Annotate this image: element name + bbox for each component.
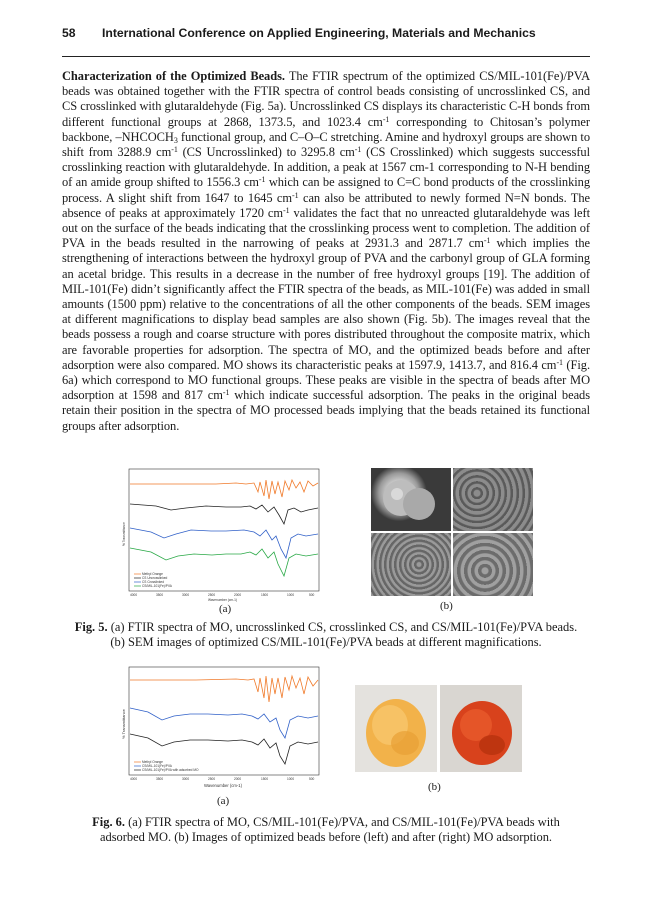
paragraph-text: which can be assigned to C=C bond products of the crosslinking process. A slight shift from 1647 to 1645 cm <box>62 175 590 205</box>
xtick: 4000 <box>130 593 138 597</box>
superscript: -1 <box>283 205 290 215</box>
fig6-xlabel: Wavenumber (cm-1) <box>204 783 243 788</box>
legend-bead: CS/MIL-101(Fe)/PVA <box>142 764 172 768</box>
fig5-series-mo <box>130 480 318 499</box>
fig5-series-unx <box>130 504 318 524</box>
fig5-ftir-plot <box>116 466 324 602</box>
paragraph-text: The FTIR spectrum of the optimized CS/MIL-101(Fe)/PVA beads was obtained together with the FTIR spectra of control beads consisting of uncrosslinked CS, and CS crosslinked with glutaraldehyde (Fig. 5a). Uncrosslinked CS displays its characteristic C-H bonds from different functional groups at 2868, 1373.5, and 1023.4 cm <box>62 69 591 129</box>
subscript: 3 <box>173 135 178 145</box>
page-number: 58 <box>62 26 76 40</box>
legend-mo: Methyl Orange <box>142 572 163 576</box>
fig5-caption <box>70 620 582 651</box>
photo-beads-before <box>355 685 437 772</box>
paragraph-text: can also be attributed to newly formed N=N bonds. The absence of peaks at approximately 1720 cm <box>62 190 590 220</box>
bead-shape <box>371 468 451 531</box>
fig6-ylabel: % Transmittance <box>121 709 126 739</box>
xtick: 1000 <box>287 593 295 597</box>
sem-image-surface-2 <box>371 533 451 596</box>
fig6-xticks <box>130 777 315 781</box>
legend-bead: CS/MIL-101(Fe)/PVA <box>142 584 172 588</box>
superscript: -1 <box>171 145 178 155</box>
superscript: -1 <box>483 236 491 246</box>
xtick: 2500 <box>208 777 216 781</box>
fig6-caption-label: Fig. 6. <box>92 815 125 829</box>
fig6-caption <box>70 815 582 846</box>
superscript: -1 <box>292 190 299 200</box>
sem-image-surface-3 <box>453 533 533 596</box>
fig6-ftir-svg <box>116 664 324 794</box>
xtick: 3000 <box>182 593 190 597</box>
legend-mo: Methyl Orange <box>142 760 163 764</box>
paragraph-text: which indicate successful adsorption. The peaks in the original beads retain their position in the spectra of MO processed beads implying that the beads retained its functional groups after adsorption. <box>62 388 591 433</box>
legend-unx: CS Uncrosslinked <box>142 576 168 580</box>
xtick: 2500 <box>208 593 216 597</box>
xtick: 3500 <box>156 777 164 781</box>
paragraph-lead: Characterization of the Optimized Beads. <box>62 69 285 83</box>
legend-x: CS Crosslinked <box>142 580 164 584</box>
xtick: 3000 <box>182 777 190 781</box>
fig5-caption-label: Fig. 5. <box>74 620 108 634</box>
xtick: 2000 <box>234 777 242 781</box>
xtick: 500 <box>309 777 315 781</box>
paragraph-text: functional group, and C–O–C stretching. Amine and hydroxyl groups are shown to shift from 3288.9 cm <box>62 129 590 160</box>
fig5-label-a: (a) <box>219 603 232 615</box>
superscript: -1 <box>556 357 564 367</box>
fig5-xlabel: Wavenumber (cm-1) <box>208 598 237 602</box>
xtick: 3500 <box>156 593 164 597</box>
fig6-caption-text: (a) FTIR spectra of MO, CS/MIL-101(Fe)/PVA, and CS/MIL-101(Fe)/PVA beads with adsorbed MO. (b) Images of optimized beads before (left) and after (right) MO adsorption. <box>99 815 560 845</box>
superscript: -1 <box>258 175 266 185</box>
legend-ads: CS/MIL-101(Fe)/PVA with adsorbed MO <box>142 768 199 772</box>
fig6-series-mo <box>130 676 318 702</box>
fig5-xticks <box>130 593 315 597</box>
fig6-series-bead <box>130 708 318 738</box>
paragraph-text: (CS Uncrosslinked) to 3295.8 cm <box>177 145 355 160</box>
fig6-bead-photos <box>355 685 522 772</box>
sem-image-surface-1 <box>453 468 533 531</box>
sem-image-whole-bead <box>371 468 451 531</box>
xtick: 2000 <box>234 593 242 597</box>
superscript: -1 <box>354 145 362 155</box>
xtick: 500 <box>309 593 315 597</box>
fig6-label-b: (b) <box>428 781 441 793</box>
fig6-label-a: (a) <box>217 795 230 807</box>
characterization-paragraph <box>62 69 590 434</box>
paragraph-text: which implies the strengthening of interactions between the hydroxyl group of PVA and the carbonyl group of GLA forming an acetal bridge. This results in a decrease in the number of free hydroxyl groups [19]. The addition of MIL-101(Fe) didn’t significantly affect the FTIR spectra of the beads, as MIL-101(Fe) was added in small amounts (1500 ppm) relative to the concentrations of all the other components of the beads. SEM images at different magnifications to display bead samples are also shown (Fig. 5b). The images reveal that the beads possess a rough and coarse structure with pores distributed throughout the composite matrix, which are favorable properties for adsorption. The spectra of MO, and the optimized beads before and after adsorption were also compared. MO shows its characteristic peaks at 1597.9, 1413.7, and 816.4 cm <box>62 236 590 372</box>
xtick: 1500 <box>261 593 269 597</box>
header-title: International Conference on Applied Engineering, Materials and Mechanics <box>102 26 536 40</box>
xtick: 1000 <box>287 777 295 781</box>
fig5-caption-text: (a) FTIR spectra of MO, uncrosslinked CS, crosslinked CS, and CS/MIL-101(Fe)/PVA beads. (b) SEM images of optimized CS/MIL-101(Fe)/PVA beads at different magnifications. <box>107 620 578 650</box>
fig5-ylabel: % Transmittance <box>122 522 126 546</box>
xtick: 4000 <box>130 777 138 781</box>
photo-beads-after <box>440 685 522 772</box>
fig6-legend <box>134 760 199 772</box>
fig5-sem-grid <box>371 468 533 596</box>
paragraph-text: (CS Crosslinked) which suggests successful crosslinking reaction with glutaraldehyde. In addition, a peak at 1567 cm-1 corresponding to N-H bending of an amide group shifted to 1556.3 cm <box>62 145 590 190</box>
fig5-label-b: (b) <box>440 600 453 612</box>
fig5-legend <box>134 572 173 588</box>
paragraph-text: validates the fact that no unreacted glutaraldehyde was left out on the surface of the beads indicating that the crosslinking process went to completion. The addition of PVA in the beads resulted in the narrowing of peaks at 2931.3 and 2871.7 cm <box>62 205 590 251</box>
paragraph-text: (Fig. 6a) which correspond to MO functional groups. These peaks are visible in the spectra of beads after MO adsorption at 1598 and 817 cm <box>62 357 590 403</box>
running-header <box>62 26 590 40</box>
paragraph-text: corresponding to Chitosan’s polymer backbone, –NHCOCH <box>62 114 590 144</box>
beads-before-cluster <box>355 685 437 772</box>
beads-after-cluster <box>440 685 522 772</box>
fig5-series-x <box>130 528 318 558</box>
fig6-ftir-plot <box>116 664 324 794</box>
superscript: -1 <box>222 388 230 398</box>
superscript: -1 <box>382 114 390 124</box>
xtick: 1500 <box>261 777 269 781</box>
header-rule <box>62 56 590 57</box>
fig5-ftir-svg <box>116 466 324 602</box>
